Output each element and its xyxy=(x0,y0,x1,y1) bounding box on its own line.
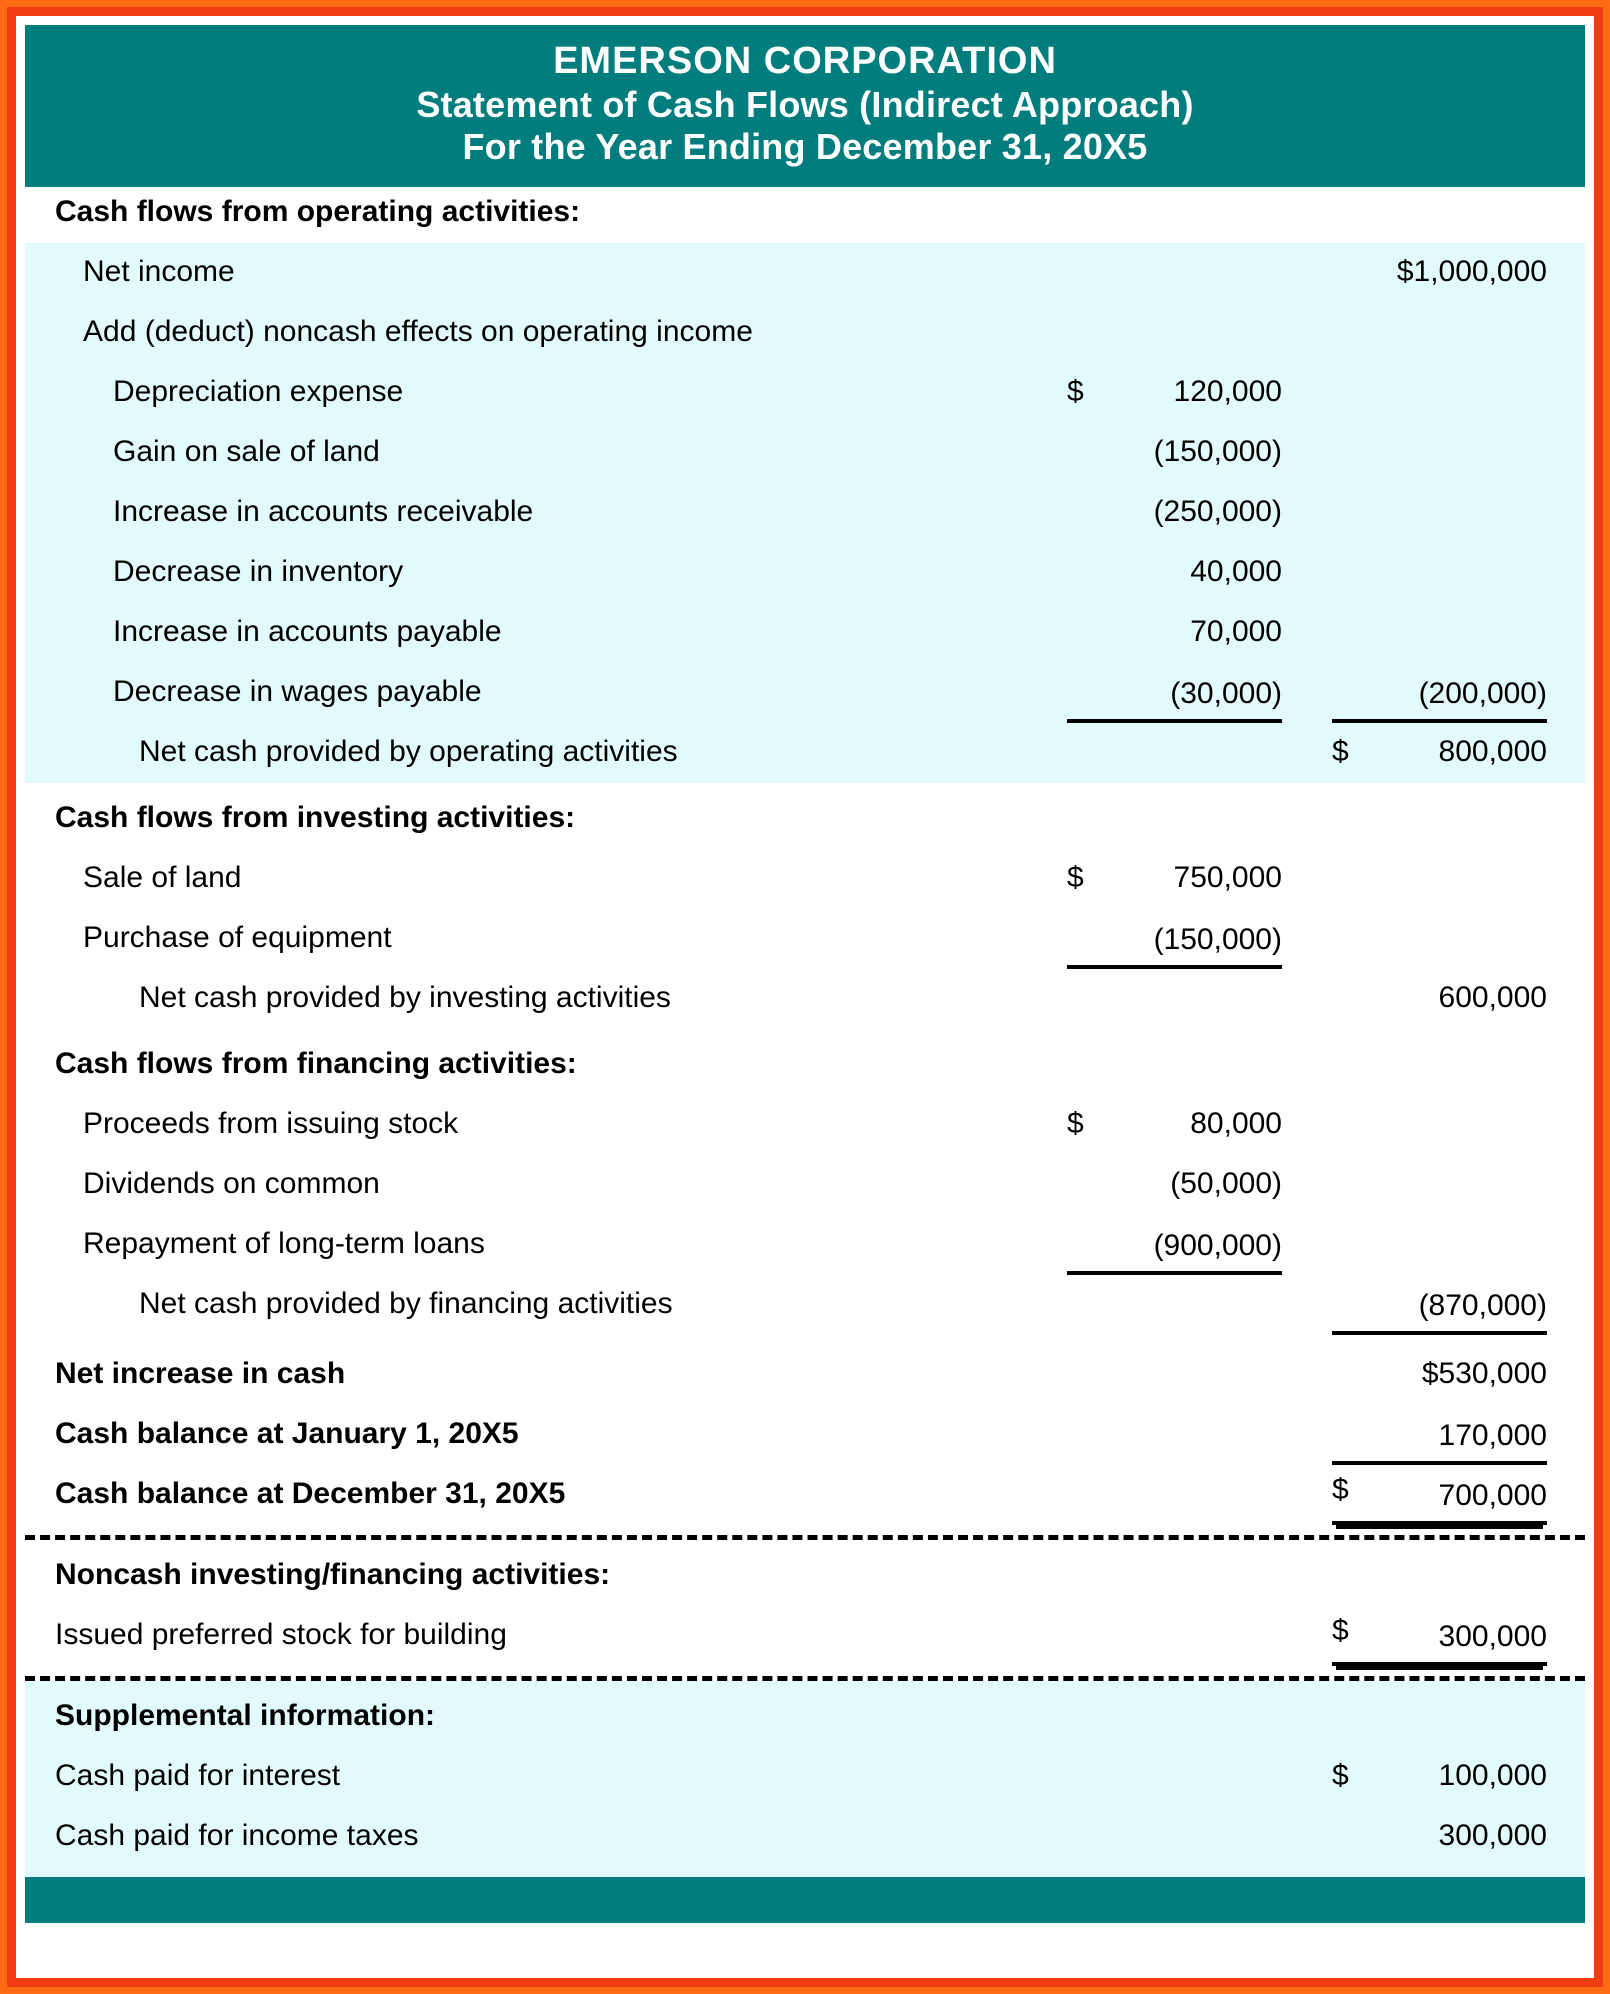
table-row xyxy=(25,303,1585,363)
amount-value: (200,000) xyxy=(1418,676,1547,710)
amount-value: 80,000 xyxy=(1190,1106,1282,1140)
amount-value: 170,000 xyxy=(1438,1418,1547,1452)
issued-preferred-stock-label: Issued preferred stock for building xyxy=(55,1617,507,1651)
table-row xyxy=(25,1405,1585,1465)
net-income-col1 xyxy=(1067,289,1282,303)
decrease-inventory-col2 xyxy=(1332,589,1547,603)
amount-value: 40,000 xyxy=(1190,554,1282,588)
operating-adjustments-total xyxy=(1332,677,1547,723)
table-row xyxy=(25,423,1585,483)
net-increase-in-cash-amount: $530,000 xyxy=(1421,1356,1547,1390)
issued-preferred-stock-amount xyxy=(1332,1613,1547,1666)
operating-activities-section xyxy=(25,243,1585,783)
amount-value: (870,000) xyxy=(1418,1288,1547,1322)
increase-accounts-payable-col2 xyxy=(1332,649,1547,663)
adjustments-intro-label: Add (deduct) noncash effects on operating income xyxy=(83,314,753,348)
currency-symbol: $ xyxy=(1067,374,1084,408)
section-gap xyxy=(25,783,1585,793)
net-cash-investing-col1 xyxy=(1067,1015,1282,1029)
table-row xyxy=(25,483,1585,543)
section-heading-row xyxy=(25,793,1585,849)
net-cash-investing-label: Net cash provided by investing activities xyxy=(139,980,671,1014)
table-row xyxy=(25,543,1585,603)
net-increase-col1 xyxy=(1067,1391,1282,1405)
cash-paid-interest-col1 xyxy=(1067,1793,1282,1807)
section-gap xyxy=(25,1867,1585,1877)
increase-accounts-payable-label: Increase in accounts payable xyxy=(113,614,502,648)
increase-accounts-receivable-col2 xyxy=(1332,529,1547,543)
beginning-cash-balance-label: Cash balance at January 1, 20X5 xyxy=(55,1416,519,1450)
operating-heading-section xyxy=(25,187,1585,243)
statement-footer-band xyxy=(25,1877,1585,1923)
dividends-on-common-amount xyxy=(1067,1167,1282,1215)
ending-cash-balance-amount xyxy=(1332,1472,1547,1525)
ending-cash-balance-label: Cash balance at December 31, 20X5 xyxy=(55,1476,566,1510)
table-row xyxy=(25,1465,1585,1525)
net-cash-financing-col1 xyxy=(1067,1321,1282,1335)
amount-value: (150,000) xyxy=(1153,922,1282,956)
table-row xyxy=(25,1606,1585,1666)
amount-value: 800,000 xyxy=(1438,734,1547,768)
proceeds-issuing-stock-label: Proceeds from issuing stock xyxy=(83,1106,459,1140)
amount-value: 300,000 xyxy=(1438,1619,1547,1653)
section-gap xyxy=(25,1681,1585,1691)
dividends-on-common-col2 xyxy=(1332,1201,1547,1215)
financing-activities-section xyxy=(25,1029,1585,1335)
table-row xyxy=(25,363,1585,423)
section-heading-row xyxy=(25,1039,1585,1095)
gain-on-sale-of-land-label: Gain on sale of land xyxy=(113,434,380,468)
currency-symbol: $ xyxy=(1067,860,1084,894)
section-heading-row xyxy=(25,187,1585,243)
operating-activities-heading: Cash flows from operating activities: xyxy=(55,194,581,228)
spacer-col1 xyxy=(1067,835,1282,849)
adjustments-intro-col2 xyxy=(1332,349,1547,363)
table-row xyxy=(25,663,1585,723)
repayment-long-term-loans-col2 xyxy=(1332,1261,1547,1275)
net-cash-operating-amount xyxy=(1332,735,1547,783)
table-row xyxy=(25,909,1585,969)
net-cash-financing-label: Net cash provided by financing activities xyxy=(139,1286,673,1320)
supplemental-information-heading: Supplemental information: xyxy=(55,1698,436,1732)
net-income-amount: $1,000,000 xyxy=(1396,254,1547,288)
noncash-activities-heading: Noncash investing/financing activities: xyxy=(55,1557,611,1591)
ending-cash-col1 xyxy=(1067,1511,1282,1525)
table-row xyxy=(25,603,1585,663)
section-gap xyxy=(25,1029,1585,1039)
amount-value: (30,000) xyxy=(1170,676,1282,710)
amount-value: 70,000 xyxy=(1190,614,1282,648)
currency-symbol: $ xyxy=(1332,734,1349,768)
proceeds-issuing-stock-amount xyxy=(1067,1107,1282,1155)
table-row xyxy=(25,1215,1585,1275)
spacer-col2 xyxy=(1332,229,1547,243)
section-gap xyxy=(25,1525,1585,1535)
decrease-inventory-amount xyxy=(1067,555,1282,603)
currency-symbol: $ xyxy=(1067,1106,1084,1140)
amount-value: (150,000) xyxy=(1153,434,1282,468)
purchase-of-equipment-col2 xyxy=(1332,955,1547,969)
depreciation-expense-amount xyxy=(1067,375,1282,423)
gain-on-sale-of-land-col2 xyxy=(1332,469,1547,483)
net-cash-operating-label: Net cash provided by operating activities xyxy=(139,734,678,768)
decrease-wages-payable-amount xyxy=(1067,677,1282,723)
spacer-col1 xyxy=(1067,229,1282,243)
sale-of-land-amount xyxy=(1067,861,1282,909)
section-gap xyxy=(25,1540,1585,1550)
table-row xyxy=(25,1275,1585,1335)
cash-paid-income-taxes-col1 xyxy=(1067,1853,1282,1867)
increase-accounts-payable-amount xyxy=(1067,615,1282,663)
statement-header xyxy=(25,25,1585,187)
supplemental-information-section xyxy=(25,1681,1585,1877)
amount-value: 120,000 xyxy=(1173,374,1282,408)
net-cash-investing-amount xyxy=(1332,981,1547,1029)
table-row xyxy=(25,969,1585,1029)
sale-of-land-label: Sale of land xyxy=(83,860,242,894)
cash-paid-income-taxes-amount xyxy=(1332,1819,1547,1867)
dividends-on-common-label: Dividends on common xyxy=(83,1166,380,1200)
cash-flow-statement xyxy=(25,25,1585,1978)
amount-value: 300,000 xyxy=(1438,1818,1547,1852)
inner-border-frame xyxy=(7,7,1603,1987)
currency-symbol: $ xyxy=(1332,1472,1349,1506)
spacer-col2 xyxy=(1332,1733,1547,1747)
cash-paid-income-taxes-label: Cash paid for income taxes xyxy=(55,1818,419,1852)
financing-activities-heading: Cash flows from financing activities: xyxy=(55,1046,577,1080)
sale-of-land-col2 xyxy=(1332,895,1547,909)
statement-period: For the Year Ending December 31, 20X5 xyxy=(462,126,1148,168)
investing-activities-heading: Cash flows from investing activities: xyxy=(55,800,576,834)
investing-activities-section xyxy=(25,783,1585,1029)
depreciation-expense-col2 xyxy=(1332,409,1547,423)
table-row xyxy=(25,1747,1585,1807)
purchase-of-equipment-label: Purchase of equipment xyxy=(83,920,392,954)
net-increase-in-cash-label: Net increase in cash xyxy=(55,1356,346,1390)
amount-value: 750,000 xyxy=(1173,860,1282,894)
cash-paid-interest-label: Cash paid for interest xyxy=(55,1758,341,1792)
cash-paid-interest-amount xyxy=(1332,1759,1547,1807)
table-row xyxy=(25,849,1585,909)
currency-symbol: $ xyxy=(1332,1613,1349,1647)
table-row xyxy=(25,1095,1585,1155)
section-gap xyxy=(25,1335,1585,1345)
depreciation-expense-label: Depreciation expense xyxy=(113,374,404,408)
decrease-wages-payable-label: Decrease in wages payable xyxy=(113,674,482,708)
gain-on-sale-of-land-amount xyxy=(1067,435,1282,483)
cash-summary-section xyxy=(25,1335,1585,1535)
table-row xyxy=(25,1155,1585,1215)
spacer-col2 xyxy=(1332,835,1547,849)
repayment-long-term-loans-amount xyxy=(1067,1229,1282,1275)
currency-symbol: $ xyxy=(1332,1758,1349,1792)
amount-value: 100,000 xyxy=(1438,1758,1547,1792)
table-row xyxy=(25,1807,1585,1867)
increase-accounts-receivable-amount xyxy=(1067,495,1282,543)
adjustments-intro-col1 xyxy=(1067,349,1282,363)
beginning-cash-balance-amount xyxy=(1332,1419,1547,1465)
spacer-col2 xyxy=(1332,1081,1547,1095)
table-row xyxy=(25,723,1585,783)
net-cash-operating-col1 xyxy=(1067,769,1282,783)
proceeds-issuing-stock-col2 xyxy=(1332,1141,1547,1155)
issued-preferred-stock-col1 xyxy=(1067,1652,1282,1666)
net-income-label: Net income xyxy=(83,254,235,288)
beginning-cash-col1 xyxy=(1067,1451,1282,1465)
amount-value: 600,000 xyxy=(1438,980,1547,1014)
increase-accounts-receivable-label: Increase in accounts receivable xyxy=(113,494,534,528)
spacer-col1 xyxy=(1067,1592,1282,1606)
purchase-of-equipment-amount xyxy=(1067,923,1282,969)
table-row xyxy=(25,243,1585,303)
section-gap xyxy=(25,1666,1585,1676)
amount-value: (250,000) xyxy=(1153,494,1282,528)
company-name: EMERSON CORPORATION xyxy=(553,40,1057,82)
table-row xyxy=(25,1345,1585,1405)
decrease-inventory-label: Decrease in inventory xyxy=(113,554,404,588)
amount-value: (900,000) xyxy=(1153,1228,1282,1262)
spacer-col1 xyxy=(1067,1733,1282,1747)
noncash-activities-section xyxy=(25,1540,1585,1676)
spacer-col1 xyxy=(1067,1081,1282,1095)
statement-title: Statement of Cash Flows (Indirect Approach) xyxy=(416,83,1194,125)
section-heading-row xyxy=(25,1550,1585,1606)
repayment-long-term-loans-label: Repayment of long-term loans xyxy=(83,1226,485,1260)
section-heading-row xyxy=(25,1691,1585,1747)
net-cash-financing-amount xyxy=(1332,1289,1547,1335)
spacer-col2 xyxy=(1332,1592,1547,1606)
document-canvas xyxy=(16,16,1594,1978)
amount-value: 700,000 xyxy=(1438,1478,1547,1512)
amount-value: (50,000) xyxy=(1170,1166,1282,1200)
